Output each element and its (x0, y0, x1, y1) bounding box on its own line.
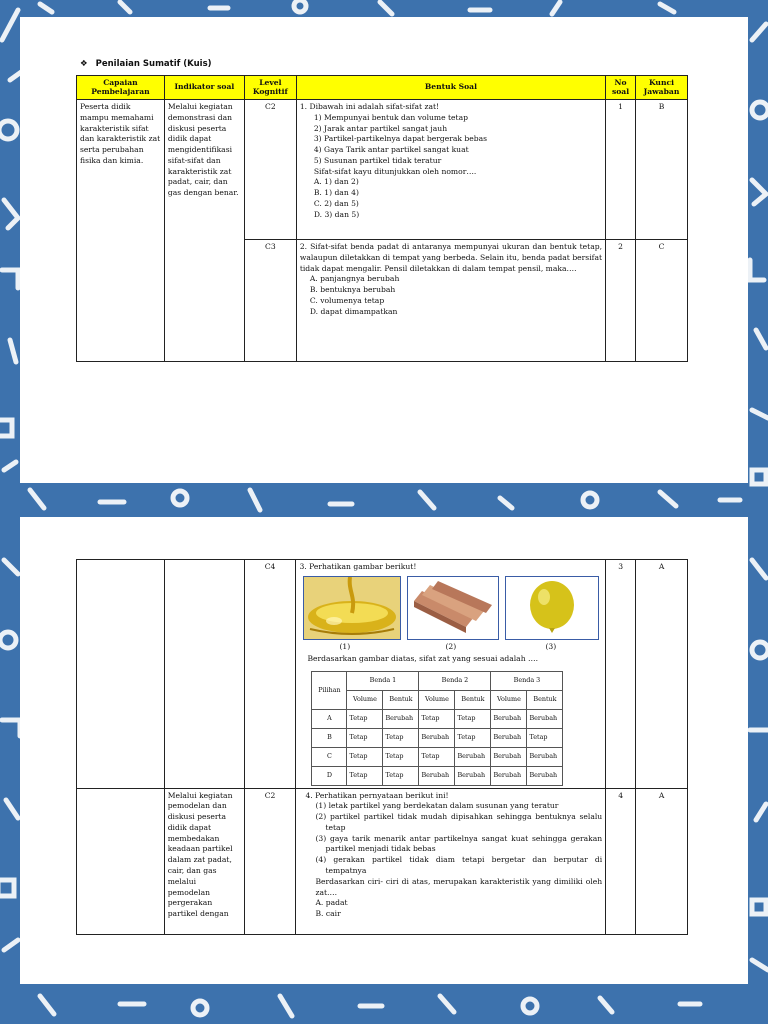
q4-indikator: Melalui kegiatan pemodelan dan diskusi peserta didik dapat membedakan keadaan partikel dalam zat padat, cair, dan gas melalui pemodelan pergerakan partikel dengan (164, 788, 244, 934)
capaian-cell-empty (77, 560, 165, 789)
table-cell: Tetap (419, 709, 455, 728)
capaian-cell-empty (77, 788, 165, 934)
sub-header: Volume (347, 690, 383, 709)
q4-level: C2 (244, 788, 296, 934)
q2-option: D. dapat dimampatkan (309, 306, 398, 316)
table-cell: Tetap (347, 728, 383, 747)
q2-option: C. volumenya tetap (309, 295, 385, 305)
table-cell: Berubah (491, 728, 527, 747)
table-cell: Tetap (383, 747, 419, 766)
table-cell: Tetap (383, 766, 419, 785)
option-label: B (312, 728, 347, 747)
table-row (312, 728, 563, 747)
q1-item: 1) Mempunyai bentuk dan volume tetap (313, 112, 468, 122)
q1-item: 3) Partikel-partikelnya dapat bergerak bebas (313, 134, 488, 144)
sub-header: Bentuk (383, 690, 419, 709)
q4-item: (1) letak partikel yang berdekatan dalam susunan yang teratur (315, 801, 559, 811)
header-level: Level Kognitif (244, 76, 296, 100)
sub-header: Volume (419, 690, 455, 709)
q4-option: B. cair (315, 909, 341, 919)
q3-answer: A (636, 560, 688, 789)
table-cell: Tetap (347, 709, 383, 728)
q3-options-table (311, 671, 563, 786)
table-cell: Berubah (455, 766, 491, 785)
table-cell: Berubah (491, 709, 527, 728)
q4-prompt: Berdasarkan ciri- ciri di atas, merupakan karakteristik yang dimiliki oleh zat…. (315, 876, 603, 897)
table-cell: Berubah (527, 747, 563, 766)
table-cell: Berubah (455, 747, 491, 766)
table-cell: Tetap (455, 728, 491, 747)
image-balloon (505, 576, 599, 640)
table-cell: Berubah (419, 766, 455, 785)
q2-stem: 2. Sifat-sifat benda padat di antaranya mempunyai ukuran dan bentuk tetap, walaupun diletakkan di tempat yang berbeda. Selain itu, benda padat bersifat tidak dapat mengalir. Pensil diletakkan di dalam tempat pensil, maka…. (299, 242, 603, 273)
q3-image-row (299, 576, 602, 642)
diamond-bullet-icon: ❖ (80, 59, 88, 69)
caption-3: (3) (545, 641, 557, 651)
document-page-1 (20, 17, 748, 483)
header-no: No soal (606, 76, 636, 100)
q2-option: A. panjangnya berubah (309, 274, 400, 284)
sub-header: Bentuk (455, 690, 491, 709)
q2-number: 2 (606, 240, 636, 362)
q4-number: 4 (606, 788, 636, 934)
assessment-table-1 (76, 75, 688, 362)
q1-item: 2) Jarak antar partikel sangat jauh (313, 123, 448, 133)
q4-content (296, 788, 606, 934)
table-row (312, 766, 563, 785)
header-capaian: Capaian Pembelajaran (77, 76, 165, 100)
q3-content (296, 560, 606, 789)
q3-number: 3 (606, 560, 636, 789)
q1-stem: 1. Dibawah ini adalah sifat-sifat zat! (299, 102, 440, 111)
option-label: D (312, 766, 347, 785)
q3-level: C4 (244, 560, 296, 789)
table-cell: Tetap (419, 747, 455, 766)
q1-level: C2 (244, 100, 296, 240)
q2-level: C3 (244, 240, 296, 362)
q4-item: (4) gerakan partikel tidak diam tetapi bergetar dan berputar di tempatnya (315, 855, 603, 876)
caption-1: (1) (339, 641, 351, 651)
benda-header: Benda 2 (419, 671, 491, 690)
document-page-2 (20, 517, 748, 984)
table-cell: Tetap (383, 728, 419, 747)
q4-item: (3) gaya tarik menarik antar partikelnya sangat kuat sehingga gerakan partikel menjadi tidak bebas (315, 833, 603, 854)
q2-option: B. bentuknya berubah (309, 285, 396, 295)
q4-answer: A (636, 788, 688, 934)
q1-prompt: Sifat-sifat kayu ditunjukkan oleh nomor…. (313, 166, 477, 176)
caption-2: (2) (445, 641, 457, 651)
table-cell: Tetap (527, 728, 563, 747)
heading-text: Penilaian Sumatif (Kuis) (95, 59, 212, 69)
q3-stem: 3. Perhatikan gambar berikut! (299, 562, 417, 571)
q4-item: (2) partikel partikel tidak mudah dipisahkan sehingga bentuknya selalu tetap (315, 812, 603, 832)
table-cell: Tetap (347, 766, 383, 785)
q1-item: 4) Gaya Tarik antar partikel sangat kuat (313, 145, 469, 155)
q1-option: C. 2) dan 5) (313, 199, 359, 209)
header-kunci: Kunci Jawaban (636, 76, 688, 100)
q1-option: D. 3) dan 5) (313, 209, 360, 219)
q1-option: A. 1) dan 2) (313, 177, 359, 187)
q1-answer: B (636, 100, 688, 240)
image-wood-blocks (407, 576, 499, 640)
q2-answer: C (636, 240, 688, 362)
table-cell: Berubah (491, 747, 527, 766)
q3-image-captions (299, 642, 602, 654)
pilihan-header: Pilihan (312, 671, 347, 709)
benda-header: Benda 3 (491, 671, 563, 690)
table-row (312, 709, 563, 728)
q2-content (296, 240, 605, 362)
table-cell: Berubah (383, 709, 419, 728)
section-heading (80, 59, 212, 69)
q1-content (296, 100, 605, 240)
q1-option: B. 1) dan 4) (313, 188, 359, 198)
indikator-cell: Melalui kegiatan demonstrasi dan diskusi peserta didik dapat mengidentifikasi sifat-sifat dan karakteristik zat padat, cair, dan gas dengan benar. (164, 100, 244, 362)
q3-prompt: Berdasarkan gambar diatas, sifat zat yang sesuai adalah …. (307, 653, 539, 663)
benda-header: Benda 1 (347, 671, 419, 690)
header-bentuk: Bentuk Soal (296, 76, 605, 100)
option-label: C (312, 747, 347, 766)
table-cell: Berubah (491, 766, 527, 785)
header-indikator: Indikator soal (164, 76, 244, 100)
assessment-table-2 (76, 559, 688, 935)
table-row (312, 747, 563, 766)
q4-option: A. padat (315, 898, 348, 908)
table-cell: Berubah (527, 709, 563, 728)
table-cell: Berubah (527, 766, 563, 785)
table-cell: Tetap (455, 709, 491, 728)
table-cell: Berubah (419, 728, 455, 747)
table-cell: Tetap (347, 747, 383, 766)
sub-header: Bentuk (527, 690, 563, 709)
option-label: A (312, 709, 347, 728)
q1-item: 5) Susunan partikel tidak teratur (313, 155, 442, 165)
q4-stem: 4. Perhatikan pernyataan berikut ini! (305, 790, 449, 800)
image-liquid-oil (303, 576, 401, 640)
capaian-cell: Peserta didik mampu memahami karakteristik sifat dan karakteristik zat serta perubahan fisika dan kimia. (77, 100, 165, 362)
q1-number: 1 (606, 100, 636, 240)
indikator-cell-empty (164, 560, 244, 789)
sub-header: Volume (491, 690, 527, 709)
